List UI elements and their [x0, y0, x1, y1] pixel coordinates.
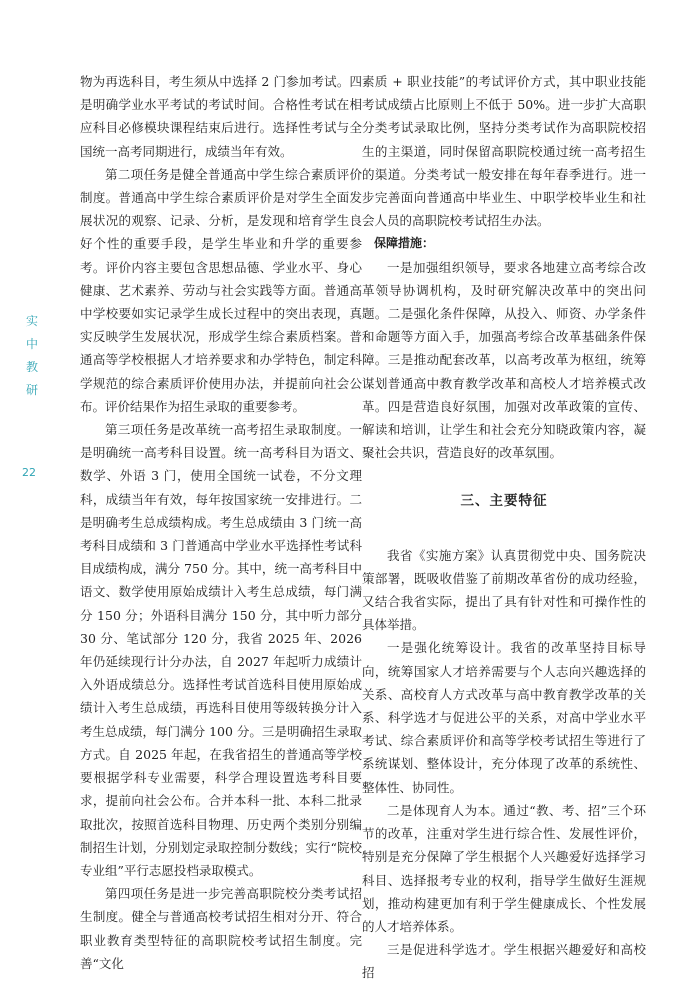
paragraph: 第四项任务是进一步完善高职院校分类考试招生制度。健全与普通高校考试招生相对分开、符合职业教育类型特征的高职院校考试招生制度。完善“文化: [80, 886, 362, 971]
paragraph: 一是强化统筹设计。我省的改革坚持目标导向，统筹国家人才培养需要与个人志向兴趣选择的关系、高校育人方式改革与高中教育教学改革的关系、科学选才与促进公平的关系，对高中学业水平考试、综合素质评价和高等学校考试招生等进行了系统谋划、整体设计，充分体现了改革的系统性、整体性、协同性。: [362, 640, 646, 795]
paragraph: 物为再选科目，考生须从中选择 2 门参加考试。四是明确学业水平考试的考试时间。合格性考试在相应科目必修模块课程结束后进行。选择性考试与全国统一高考同期进行，成绩当年有效。: [80, 74, 362, 159]
paragraph: 三是促进科学选才。学生根据兴趣爱好和高校招: [362, 942, 646, 981]
paragraph: 素质 + 职业技能”的考试评价方式，其中职业技能考试成绩占比原则上不低于 50%。进一步扩大高职分类考试录取比例，坚持分类考试作为高职院校招生的主渠道，同时保留高职院校通过统一高考招生的渠道。分类考试一般安排在每年春季进行。进一步完善面向普通高中毕业生、中职学校毕业生和社会人员的高职院校考试招生办法。: [362, 74, 646, 229]
paragraph: 第二项任务是健全普通高中学生综合素质评价制度。普通高中学生综合素质评价是对学生全面发展状况的观察、记录、分析，是发现和培育学生良好个性的重要手段，是学生毕业和升学的重要参考。评价内容主要包含思想品德、学业水平、身心健康、艺术素养、劳动与社会实践等方面。普通高中学校要如实记录学生成长过程中的突出表现，真实反映学生发展状况，形成学生综合素质档案。普通高等学校根据人才培养要求和办学特色，制定科学规范的综合素质评价使用办法，并提前向社会公布。评价结果作为招生录取的重要参考。: [80, 166, 362, 414]
section-heading: 三、主要特征: [460, 493, 548, 510]
subheading: 保障措施：: [374, 236, 435, 251]
paragraph: 二是体现育人为本。通过“教、考、招”三个环节的改革，注重对学生进行综合性、发展性评价，特别是充分保障了学生根据个人兴趣爱好选择学习科目、选择报考专业的权利，指导学生做好生涯规划，推动构建更加有利于学生健康成长、个性发展的人才培养体系。: [362, 802, 646, 934]
right-column: [362, 70, 646, 985]
paragraph: 我省《实施方案》认真贯彻党中央、国务院决策部署，既吸收借鉴了前期改革省份的成功经验，又结合我省实际，提出了具有针对性和可操作性的具体举措。: [362, 547, 646, 633]
left-column: [80, 70, 362, 975]
sidebar-char: 研: [25, 383, 38, 397]
paragraph: 第三项任务是改革统一高考招生录取制度。一是明确统一高考科目设置。统一高考科目为语文、数学、外语 3 门，使用全国统一试卷，不分文理科，成绩当年有效，每年按国家统一安排进行。二是明确考生总成绩构成。考生总成绩由 3 门统一高考科目成绩和 3 门普通高中学业水平选择性考试科目成绩构成，满分 750 分。其中，统一高考科目中语文、数学使用原始成绩计入考生总成绩，每门满分 150 分；外语科目满分 150 分，其中听力部分 30 分、笔试部分 120 分，我省 2025 年、2026 年仍延续现行计分办法，自 2027 年起听力成绩计入外语成绩总分。选择性考试首选科目使用原始成绩计入考生总成绩，再选科目使用等级转换分计入考生总成绩，每门满分 100 分。三是明确招生录取方式。自 2025 年起，在我省招生的普通高等学校要根据学科专业需要，科学合理设置选考科目要求，提前向社会公布。合并本科一批、本科二批录取批次，按照首选科目物理、历史两个类别分别编制招生计划，分别划定录取控制分数线；实行“院校专业组”平行志愿投档录取模式。: [80, 422, 362, 878]
sidebar-char: 教: [25, 360, 38, 374]
sidebar-char: 实: [25, 314, 38, 328]
page-number: 22: [22, 466, 36, 479]
sidebar-char: 中: [25, 337, 38, 351]
sidebar-journal-label: [25, 310, 39, 402]
paragraph: 一是加强组织领导，要求各地建立高考综合改革领导协调机构，及时研究解决改革中的突出问题。二是强化条件保障，从投入、师资、办学条件和命题等方面入手，加强高考综合改革基础条件保障。三是推动配套改革，以高考改革为枢纽，统筹谋划普通高中教育教学改革和高校人才培养模式改革。四是营造良好氛围，加强对改革政策的宣传、解读和培训，让学生和社会充分知晓政策内容，凝聚社会共识，营造良好的改革氛围。: [362, 259, 646, 461]
